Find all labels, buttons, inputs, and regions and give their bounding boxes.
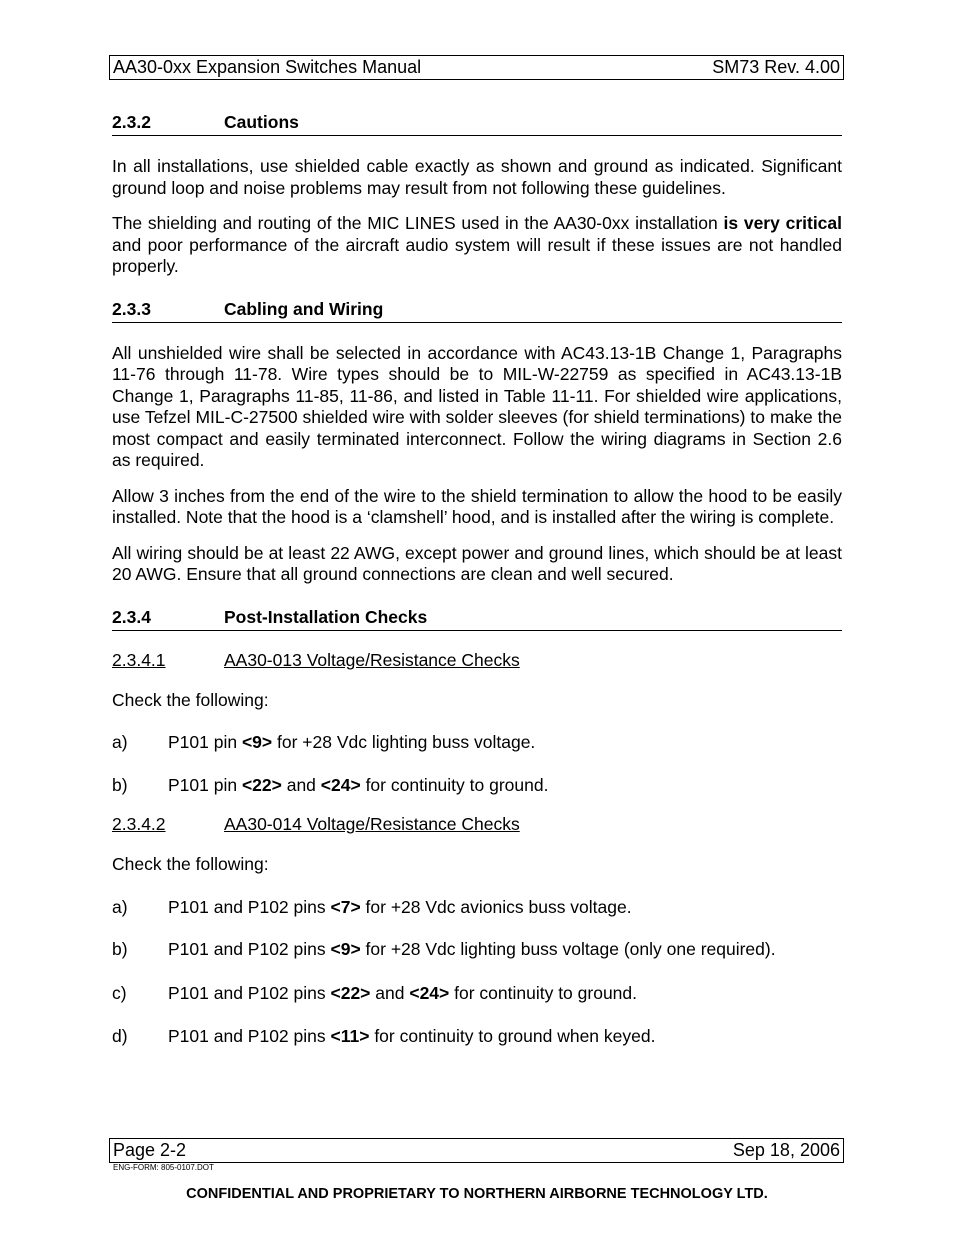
section-title: Cautions	[224, 112, 299, 132]
list-text	[168, 732, 535, 754]
cautions-paragraph-1: In all installations, use shielded cable exactly as shown and ground as indicated. Significant ground loop and noise problems may result from not following these guidelines.	[112, 156, 842, 198]
section-heading-2-3-3	[112, 299, 842, 323]
text-run: for continuity to ground when keyed.	[369, 1026, 656, 1046]
pin-number: <9>	[241, 732, 273, 752]
page-number: Page 2-2	[113, 1140, 187, 1160]
cabling-paragraph-2: Allow 3 inches from the end of the wire to the shield termination to allow the hood to be easily installed. Note that the hood is a ‘clamshell’ hood, and is installed after the wiring is complete.	[112, 485, 842, 527]
page-content	[112, 112, 842, 1048]
subsection-number: 2.3.4.2	[112, 814, 166, 834]
cabling-paragraph-1: All unshielded wire shall be selected in accordance with AC43.13-1B Change 1, Paragraphs 11-76 through 11-78. Wire types should be to MIL-W-22759 as specified in AC43.13-1B Change 1, Paragraphs 11-85, 11-86, and listed in Table 11-11. For shielded wire applications, use Tefzel MIL-C-27500 shielded wire with solder sleeves (for shield terminations) to make the most compact and easily terminated interconnect. Follow the wiring diagrams in Section 2.6 as required.	[112, 342, 842, 470]
section-number: 2.3.2	[112, 112, 151, 132]
text-run: for +28 Vdc lighting buss voltage.	[272, 732, 536, 752]
document-revision: SM73 Rev. 4.00	[712, 57, 840, 77]
subsection-number: 2.3.4.1	[112, 649, 166, 670]
list-text	[168, 897, 632, 919]
cautions-paragraph-2	[112, 213, 842, 278]
text-run: for continuity to ground.	[360, 774, 549, 795]
subsection-heading-2-3-4-1	[112, 650, 842, 671]
text-run: P101 and P102 pins	[168, 1026, 331, 1046]
list-label: d)	[112, 1026, 128, 1046]
section-title: Post-Installation Checks	[224, 606, 428, 627]
pin-number: <22>	[241, 774, 282, 795]
section-heading-2-3-2	[112, 112, 842, 136]
pin-number: <11>	[330, 1026, 370, 1046]
check-intro: Check the following:	[112, 689, 269, 710]
list-item	[112, 939, 842, 961]
list-label: a)	[112, 896, 128, 917]
list-text	[168, 1026, 655, 1048]
text-run: P101 pin	[168, 732, 242, 752]
section-title: Cabling and Wiring	[224, 298, 384, 319]
text-run: and poor performance of the aircraft audio system will result if these issues are not handled properly.	[112, 234, 842, 276]
manual-title: AA30-0xx Expansion Switches Manual	[113, 57, 422, 77]
page-footer	[109, 1138, 844, 1163]
pin-number: <9>	[330, 939, 361, 959]
page-header	[109, 55, 844, 80]
list-item	[112, 775, 842, 797]
text-run: and	[370, 982, 410, 1003]
list-text	[168, 775, 548, 797]
text-run: for +28 Vdc lighting buss voltage (only one required).	[360, 939, 776, 959]
list-item	[112, 1026, 842, 1048]
list-item	[112, 732, 842, 754]
list-item	[112, 983, 842, 1005]
list-text	[168, 939, 776, 961]
text-run: for +28 Vdc avionics buss voltage.	[360, 896, 632, 917]
list-label: c)	[112, 982, 127, 1003]
bold-text-run: is very critical	[723, 213, 843, 233]
text-run: The shielding and routing of the MIC LINES used in the AA30-0xx installation	[112, 213, 724, 233]
confidentiality-notice: CONFIDENTIAL AND PROPRIETARY TO NORTHERN AIRBORNE TECHNOLOGY LTD.	[186, 1186, 768, 1202]
document-date: Sep 18, 2006	[732, 1140, 840, 1160]
check-intro: Check the following:	[112, 854, 269, 874]
pin-number: <24>	[409, 982, 450, 1003]
text-run: for continuity to ground.	[449, 982, 637, 1003]
pin-number: <24>	[320, 774, 361, 795]
section-heading-2-3-4	[112, 607, 842, 631]
pin-number: <7>	[330, 896, 361, 917]
text-run: P101 and P102 pins	[168, 939, 331, 959]
cabling-paragraph-3: All wiring should be at least 22 AWG, except power and ground lines, which should be at least 20 AWG. Ensure that all ground connections are clean and well secured.	[112, 542, 842, 584]
text-run: P101 pin	[168, 774, 242, 795]
list-item	[112, 897, 842, 919]
list-label: b)	[112, 939, 128, 959]
subsection-heading-2-3-4-2	[112, 814, 842, 835]
text-run: P101 and P102 pins	[168, 982, 331, 1003]
list-text	[168, 983, 637, 1005]
subsection-title: AA30-013 Voltage/Resistance Checks	[224, 649, 520, 670]
section-number: 2.3.4	[112, 606, 151, 627]
list-label: a)	[112, 732, 128, 752]
section-number: 2.3.3	[112, 298, 151, 319]
pin-number: <22>	[330, 982, 371, 1003]
text-run: P101 and P102 pins	[168, 896, 331, 917]
subsection-title: AA30-014 Voltage/Resistance Checks	[224, 814, 520, 834]
list-label: b)	[112, 774, 128, 795]
text-run: and	[281, 774, 321, 795]
form-id: ENG-FORM: 805-0107.DOT	[113, 1163, 214, 1172]
